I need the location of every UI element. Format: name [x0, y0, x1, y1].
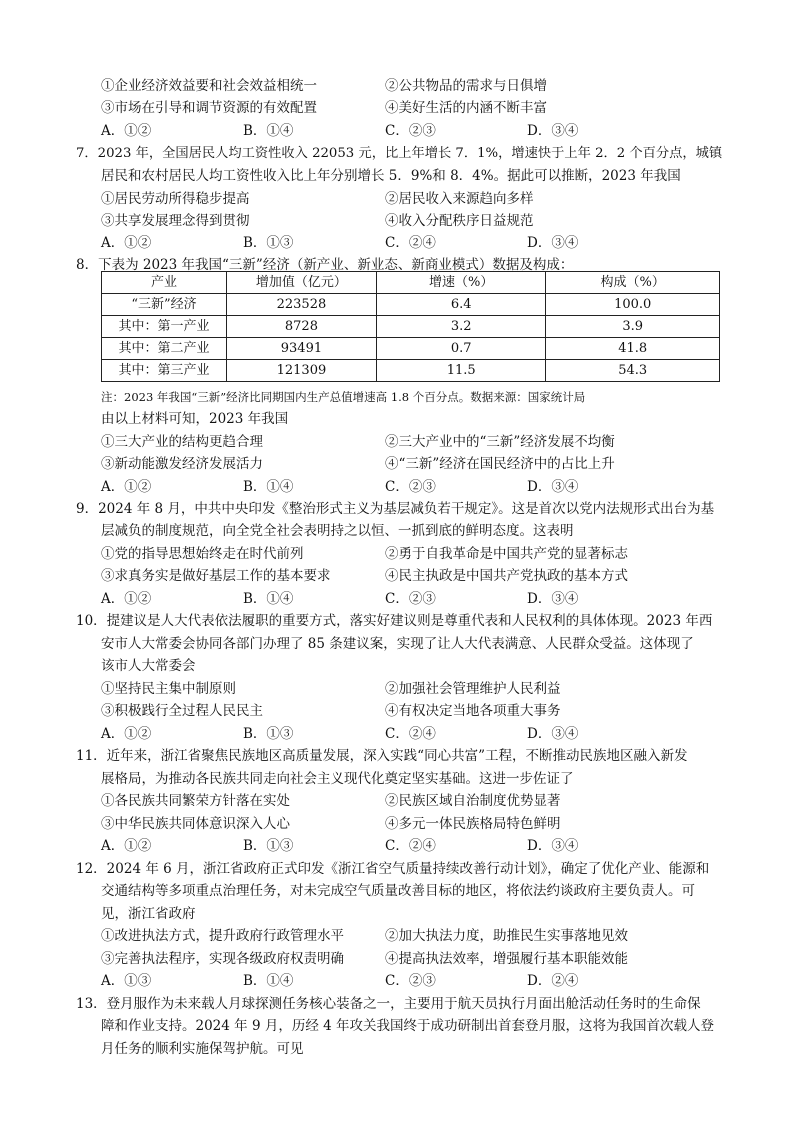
q8-choice-b: B．①④ — [243, 479, 294, 495]
q8-option-2: ②三大产业中的“三新”经济发展不均衡 — [385, 434, 615, 450]
q12-option-1: ①改进执法方式，提升政府行政管理水平 — [101, 928, 344, 944]
q11-option-1: ①各民族共同繁荣方针落在实处 — [101, 793, 290, 809]
q11-stem-line-1: 11．近年来，浙江省聚焦民族地区高质量发展，深入实践“同心共富”工程，不断推动民族地区融入新发 — [76, 748, 688, 764]
q11-choice-c: C．②④ — [385, 838, 436, 854]
q11-option-2: ②民族区域自治制度优势显著 — [385, 793, 561, 809]
q8-option-4: ④“三新”经济在国民经济中的占比上升 — [385, 456, 615, 472]
q8-option-3: ③新动能激发经济发展活力 — [101, 456, 263, 472]
table-row — [102, 316, 720, 338]
q8-choice-d: D．③④ — [527, 479, 579, 495]
table-cell: 其中：第三产业 — [102, 360, 227, 382]
q11-choice-d: D．③④ — [527, 838, 579, 854]
q7-choice-c: C．②④ — [385, 235, 436, 251]
table-cell: “三新”经济 — [102, 294, 227, 316]
q7-option-3: ③共享发展理念得到贯彻 — [101, 213, 250, 229]
q7-option-2: ②居民收入来源趋向多样 — [385, 191, 534, 207]
q9-option-2: ②勇于自我革命是中国共产党的显著标志 — [385, 546, 628, 562]
table-cell: 0.7 — [376, 338, 546, 360]
q10-stem-line-3: 该市人大常委会 — [101, 658, 196, 674]
table-header-cell: 增速（%） — [376, 272, 546, 294]
q11-choice-a: A．①② — [101, 838, 152, 854]
table-cell: 3.2 — [376, 316, 546, 338]
q12-choice-d: D．②④ — [527, 973, 579, 989]
q12-option-4: ④提高执法效率，增强履行基本职能效能 — [385, 951, 628, 967]
q8-stem-line-2: 由以上材料可知，2023 年我国 — [101, 411, 289, 427]
q8-data-table — [101, 271, 720, 382]
q12-stem-line-1: 12．2024 年 6 月，浙江省政府正式印发《浙江省空气质量持续改善行动计划》，确定了优化产业、能源和 — [76, 861, 710, 877]
table-cell: 223528 — [226, 294, 376, 316]
q12-stem-line-2: 交通结构等多项重点治理任务，对未完成空气质量改善目标的地区，将依法约谈政府主要负责人。可 — [101, 883, 695, 899]
q10-choice-a: A．①② — [101, 726, 152, 742]
q10-choice-d: D．③④ — [527, 726, 579, 742]
q8-stem-line-1: 8．下表为 2023 年我国“三新”经济（新产业、新业态、新商业模式）数据及构成： — [76, 257, 574, 273]
q10-option-4: ④有权决定当地各项重大事务 — [385, 703, 561, 719]
q6-option-2: ②公共物品的需求与日俱增 — [385, 78, 547, 94]
table-row — [102, 360, 720, 382]
q10-option-2: ②加强社会管理维护人民利益 — [385, 681, 561, 697]
q6-choice-a: A．①② — [101, 123, 152, 139]
q13-stem-line-2: 障和作业支持。2024 年 9 月，历经 4 年攻关我国终于成功研制出首套登月服，这将为我国首次载人登 — [101, 1018, 714, 1034]
table-cell: 41.8 — [546, 338, 720, 360]
table-cell: 8728 — [226, 316, 376, 338]
q8-option-1: ①三大产业的结构更趋合理 — [101, 434, 263, 450]
q11-stem-line-2: 展格局，为推动各民族共同走向社会主义现代化奠定坚实基础。这进一步佐证了 — [101, 771, 574, 787]
q8-choice-a: A．①② — [101, 479, 152, 495]
q13-stem-line-1: 13．登月服作为未来载人月球探测任务核心装备之一，主要用于航天员执行月面出舱活动任务时的生命保 — [76, 996, 701, 1012]
q10-option-1: ①坚持民主集中制原则 — [101, 681, 236, 697]
table-cell: 3.9 — [546, 316, 720, 338]
q12-choice-c: C．②③ — [385, 973, 436, 989]
q8-choice-c: C．②③ — [385, 479, 436, 495]
table-cell: 6.4 — [376, 294, 546, 316]
table-header-cell: 产业 — [102, 272, 227, 294]
q7-stem-line-2: 居民和农村居民人均工资性收入比上年分别增长 5．9%和 8．4%。据此可以推断，2023 年我国 — [101, 168, 681, 184]
q7-option-1: ①居民劳动所得稳步提高 — [101, 191, 250, 207]
q10-choice-c: C．②④ — [385, 726, 436, 742]
table-row — [102, 338, 720, 360]
q10-choice-b: B．①③ — [243, 726, 294, 742]
q9-choice-a: A．①② — [101, 591, 152, 607]
q7-option-4: ④收入分配秩序日益规范 — [385, 213, 534, 229]
q6-choice-b: B．①④ — [243, 123, 294, 139]
q9-option-1: ①党的指导思想始终走在时代前列 — [101, 546, 304, 562]
table-cell: 100.0 — [546, 294, 720, 316]
table-cell: 93491 — [226, 338, 376, 360]
q8-table-note: 注：2023 年我国“三新”经济比同期国内生产总值增速高 1.8 个百分点。数据来源：国家统计局 — [101, 390, 586, 404]
q13-stem-line-3: 月任务的顺利实施保驾护航。可见 — [101, 1041, 304, 1057]
q9-option-3: ③求真务实是做好基层工作的基本要求 — [101, 568, 331, 584]
q12-option-2: ②加大执法力度，助推民生实事落地见效 — [385, 928, 628, 944]
table-cell: 54.3 — [546, 360, 720, 382]
q7-choice-b: B．①③ — [243, 235, 294, 251]
table-cell: 其中：第二产业 — [102, 338, 227, 360]
table-header-row — [102, 272, 720, 294]
table-cell: 11.5 — [376, 360, 546, 382]
q9-option-4: ④民主执政是中国共产党执政的基本方式 — [385, 568, 628, 584]
q10-stem-line-1: 10．提建议是人大代表依法履职的重要方式，落实好建议则是尊重代表和人民权利的具体体现。2023 年西 — [76, 613, 713, 629]
table-header-cell: 增加值（亿元） — [226, 272, 376, 294]
q6-option-3: ③市场在引导和调节资源的有效配置 — [101, 100, 317, 116]
table-cell: 121309 — [226, 360, 376, 382]
q6-choice-d: D．③④ — [527, 123, 579, 139]
q11-choice-b: B．①③ — [243, 838, 294, 854]
q9-choice-b: B．①④ — [243, 591, 294, 607]
q7-stem-line-1: 7．2023 年，全国居民人均工资性收入 22053 元，比上年增长 7．1%，增速快于上年 2．2 个百分点，城镇 — [76, 146, 723, 161]
q12-choice-b: B．①④ — [243, 973, 294, 989]
q12-option-3: ③完善执法程序，实现各级政府权责明确 — [101, 951, 344, 967]
q7-choice-d: D．③④ — [527, 235, 579, 251]
q10-stem-line-2: 安市人大常委会协同各部门办理了 85 条建议案，实现了让人大代表满意、人民群众受益。这体现了 — [101, 636, 694, 652]
q6-option-1: ①企业经济效益要和社会效益相统一 — [101, 78, 317, 94]
table-cell: 其中：第一产业 — [102, 316, 227, 338]
q9-stem-line-2: 层减负的制度规范，向全党全社会表明持之以恒、一抓到底的鲜明态度。这表明 — [101, 523, 574, 539]
q12-choice-a: A．①③ — [101, 973, 152, 989]
q11-option-3: ③中华民族共同体意识深入人心 — [101, 816, 290, 832]
q9-choice-c: C．②③ — [385, 591, 436, 607]
q7-choice-a: A．①② — [101, 235, 152, 251]
q10-option-3: ③积极践行全过程人民民主 — [101, 703, 263, 719]
q11-option-4: ④多元一体民族格局特色鲜明 — [385, 816, 561, 832]
q9-stem-line-1: 9．2024 年 8 月，中共中央印发《整治形式主义为基层减负若干规定》。这是首次以党内法规形式出台为基 — [76, 501, 715, 517]
table-row — [102, 294, 720, 316]
q6-option-4: ④美好生活的内涵不断丰富 — [385, 100, 547, 116]
table-header-cell: 构成（%） — [546, 272, 720, 294]
q6-choice-c: C．②③ — [385, 123, 436, 139]
q12-stem-line-3: 见，浙江省政府 — [101, 906, 196, 922]
q9-choice-d: D．③④ — [527, 591, 579, 607]
